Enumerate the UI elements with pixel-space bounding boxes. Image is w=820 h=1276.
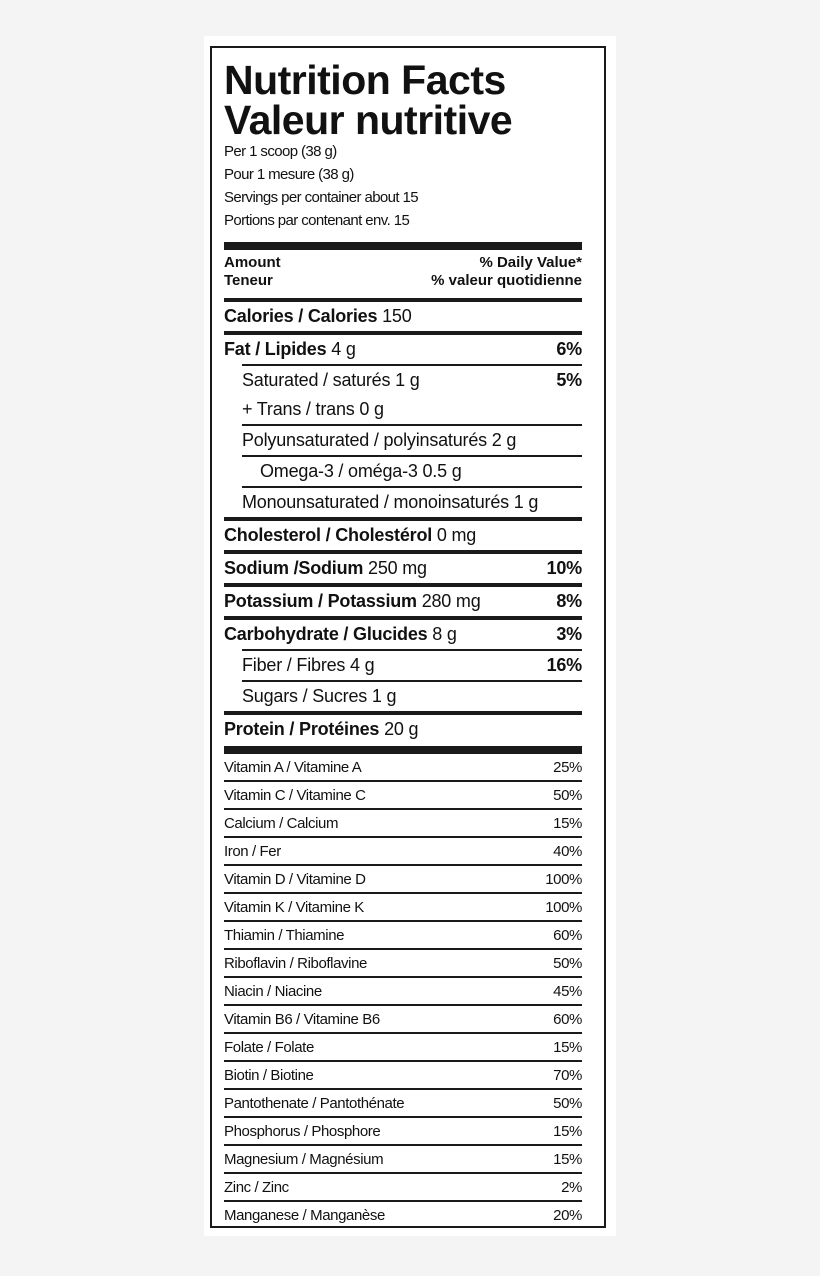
vitamin-name: Zinc / Zinc [224, 1178, 289, 1196]
row-calories [224, 302, 582, 331]
vitamin-percent: 25% [553, 758, 582, 776]
potassium-label: Potassium / Potassium [224, 591, 417, 611]
nutrition-label [210, 46, 606, 1228]
fat-value: 4 g [331, 339, 356, 359]
cholesterol-label: Cholesterol / Cholestérol [224, 525, 433, 545]
vitamin-row [224, 838, 582, 864]
vitamin-list [224, 754, 582, 1228]
row-fat [224, 335, 582, 364]
vitamin-name: Vitamin B6 / Vitamine B6 [224, 1010, 380, 1028]
row-sugars [224, 682, 582, 711]
vitamin-percent: 15% [553, 814, 582, 832]
vitamin-name: Thiamin / Thiamine [224, 926, 345, 944]
vitamin-name: Vitamin A / Vitamine A [224, 758, 362, 776]
vitamin-name: Biotin / Biotine [224, 1066, 314, 1084]
row-polyunsaturated [224, 426, 582, 455]
vitamin-percent: 15% [553, 1038, 582, 1056]
serving-size-en: Per 1 scoop (38 g) [224, 143, 337, 160]
row-potassium [224, 587, 582, 616]
sodium-value: 250 mg [368, 558, 427, 578]
fiber-percent: 16% [546, 655, 582, 675]
vitamin-percent: 2% [561, 1178, 582, 1196]
teneur-label: Teneur [224, 272, 273, 289]
calories-value: 150 [382, 306, 412, 326]
row-fiber [224, 651, 582, 680]
vitamin-name: Magnesium / Magnésium [224, 1150, 384, 1168]
servings-per-container-fr: Portions par contenant env. 15 [224, 212, 410, 229]
vitamin-name: Pantothenate / Pantothénate [224, 1094, 405, 1112]
trans-label: + Trans / trans 0 g [242, 399, 384, 419]
sodium-percent: 10% [546, 558, 582, 578]
title-french: Valeur nutritive [224, 97, 513, 143]
protein-label: Protein / Protéines [224, 719, 380, 739]
vitamin-percent: 20% [553, 1206, 582, 1224]
vitamin-row [224, 1062, 582, 1088]
protein-value: 20 g [384, 719, 419, 739]
vitamin-row [224, 1034, 582, 1060]
vitamin-row [224, 978, 582, 1004]
vitamin-row [224, 1006, 582, 1032]
vitamin-row [224, 1090, 582, 1116]
sugars-label: Sugars / Sucres 1 g [242, 686, 397, 706]
carbohydrate-value: 8 g [432, 624, 457, 644]
vitamin-percent: 60% [553, 926, 582, 944]
vitamin-name: Folate / Folate [224, 1038, 314, 1056]
vitamin-row [224, 754, 582, 780]
vitamin-percent: 60% [553, 1010, 582, 1028]
vitamin-row [224, 1118, 582, 1144]
vitamin-name: Vitamin D / Vitamine D [224, 870, 366, 888]
row-protein [224, 715, 582, 744]
potassium-percent: 8% [556, 591, 582, 611]
cholesterol-value: 0 mg [436, 525, 477, 545]
vitamin-row [224, 810, 582, 836]
title-english: Nutrition Facts [224, 57, 506, 103]
amount-header [224, 250, 582, 298]
polyunsaturated-label: Polyunsaturated / polyinsaturés 2 g [242, 430, 517, 450]
row-sodium [224, 554, 582, 583]
vitamin-percent: 50% [553, 954, 582, 972]
daily-value-label-en: % Daily Value* [479, 254, 582, 271]
daily-value-label-fr: % valeur quotidienne [431, 272, 582, 289]
carbohydrate-label: Carbohydrate / Glucides [224, 624, 428, 644]
label-content [224, 57, 582, 1228]
vitamin-percent: 50% [553, 786, 582, 804]
vitamin-name: Manganese / Manganèse [224, 1206, 385, 1224]
vitamin-percent: 70% [553, 1066, 582, 1084]
row-saturated [224, 366, 582, 395]
vitamin-name: Calcium / Calcium [224, 814, 339, 832]
vitamin-percent: 100% [545, 898, 582, 916]
vitamin-percent: 15% [553, 1150, 582, 1168]
row-omega3 [224, 457, 582, 486]
saturated-percent: 5% [556, 370, 582, 390]
vitamin-name: Phosphorus / Phosphore [224, 1122, 381, 1140]
row-trans [224, 395, 582, 424]
row-monounsaturated [224, 488, 582, 517]
omega3-label: Omega-3 / oméga-3 0.5 g [260, 461, 462, 481]
vitamin-row [224, 894, 582, 920]
vitamin-row [224, 866, 582, 892]
vitamin-percent: 40% [553, 842, 582, 860]
saturated-label: Saturated / saturés 1 g [242, 370, 420, 390]
vitamin-row [224, 1146, 582, 1172]
vitamin-name: Vitamin C / Vitamine C [224, 786, 366, 804]
potassium-value: 280 mg [421, 591, 481, 611]
vitamin-name: Niacin / Niacine [224, 982, 322, 1000]
vitamin-percent: 15% [553, 1122, 582, 1140]
vitamin-row [224, 782, 582, 808]
vitamin-row [224, 950, 582, 976]
servings-per-container-en: Servings per container about 15 [224, 189, 419, 206]
vitamin-row [224, 1174, 582, 1200]
vitamin-name: Iron / Fer [224, 842, 281, 860]
serving-size-fr: Pour 1 mesure (38 g) [224, 166, 354, 183]
calories-label: Calories / Calories [224, 306, 378, 326]
divider-thick [224, 746, 582, 754]
vitamin-name: Riboflavin / Riboflavine [224, 954, 367, 972]
vitamin-row [224, 922, 582, 948]
row-cholesterol [224, 521, 582, 550]
vitamin-percent: 45% [553, 982, 582, 1000]
monounsaturated-label: Monounsaturated / monoinsaturés 1 g [242, 492, 539, 512]
vitamin-row [224, 1202, 582, 1228]
fat-label: Fat / Lipides [224, 339, 327, 359]
sodium-label: Sodium /Sodium [224, 558, 364, 578]
vitamin-name: Vitamin K / Vitamine K [224, 898, 364, 916]
fat-percent: 6% [556, 339, 582, 359]
amount-label: Amount [224, 254, 281, 271]
vitamin-percent: 100% [545, 870, 582, 888]
divider-thick [224, 242, 582, 250]
carbohydrate-percent: 3% [556, 624, 582, 644]
row-carbohydrate [224, 620, 582, 649]
fiber-label: Fiber / Fibres 4 g [242, 655, 375, 675]
vitamin-percent: 50% [553, 1094, 582, 1112]
